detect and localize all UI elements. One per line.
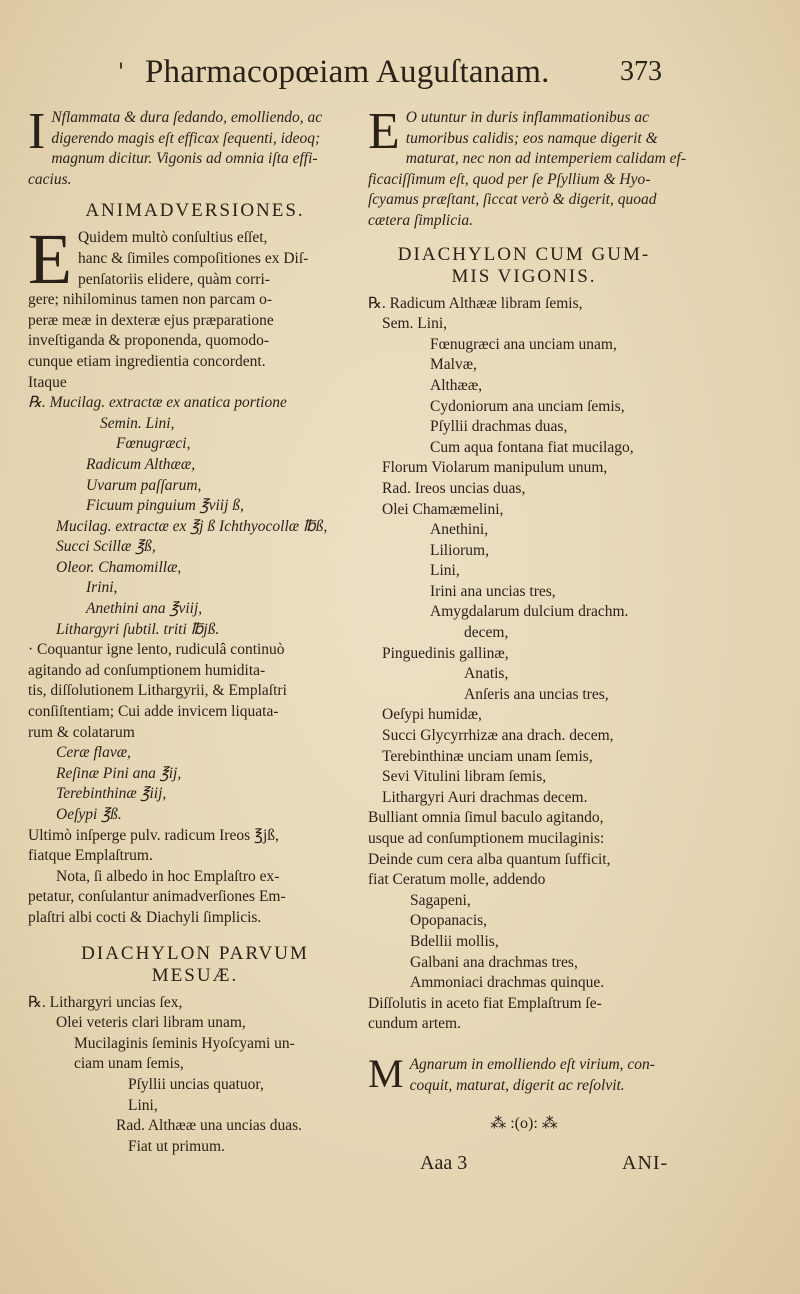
text-line: conſiſtentiam; Cui adde invicem liquata- [28, 703, 279, 721]
recipe-line: Althææ, [430, 376, 483, 394]
fleuron-ornament: ⁂ :(o): ⁂ [490, 1115, 558, 1133]
recipe-line: Ficuum pinguium ℥viij ß, [86, 497, 244, 515]
text-line: magnum dicitur. Vigonis ad omnia iſta effi- [51, 150, 318, 168]
closing-lines [368, 1050, 680, 1096]
text-line: Bulliant omnia ſimul baculo agitando, [368, 809, 604, 827]
running-header [0, 52, 800, 102]
text-line: Quidem multò conſultius eſſet, [77, 229, 268, 247]
text-line: ficaciſſimum eſt, quod per ſe Pſyllium & Hyo- [368, 170, 651, 188]
recipe-line: Malvæ, [430, 356, 477, 374]
text-line: tis, diſſolutionem Lithargyrii, & Emplaſtri [28, 682, 287, 700]
text-line: rum & colatarum [28, 723, 135, 741]
recipe-line: Rad. Althææ una uncias duas. [116, 1117, 302, 1135]
page-number: 373 [620, 56, 662, 87]
page-footer [0, 1152, 800, 1182]
signature-mark: Aaa 3 [420, 1152, 468, 1174]
heading-animadversiones: ANIMADVERSIONES. [85, 200, 305, 222]
text-line: peræ meæ in dexteræ ejus præparatione [28, 311, 274, 329]
recipe-line: Pſyllii drachmas duas, [430, 418, 568, 436]
recipe-line: Fœnugræci, [116, 435, 191, 453]
left-intro-lines [28, 103, 362, 190]
heading-diachylon-gummis-line2: MIS VIGONIS. [451, 265, 597, 287]
recipe-line: Anethini, [430, 521, 489, 539]
text-line: Ultimò inſperge pulv. radicum Ireos ℥jß, [28, 826, 279, 844]
text-line: fiatque Emplaſtrum. [28, 847, 153, 865]
nota-paragraph [28, 867, 362, 929]
text-line: plaſtri albi cocti & Diachyli ſimplicis. [28, 908, 262, 926]
text-line: penſatoriis elidere, quàm corri- [77, 270, 270, 288]
text-line: fiat Ceratum molle, addendo [368, 871, 546, 889]
recipe-line: Rad. Ireos uncias duas, [382, 479, 526, 497]
text-line: cætera ſimplicia. [368, 211, 474, 229]
text-line: Itaque [28, 373, 67, 391]
recipe-line: Anethini ana ℥viij, [86, 600, 203, 618]
recipe-line: ℞. Mucilag. extractæ ex anatica portione [28, 394, 287, 412]
text-line: gere; nihilominus tamen non parcam o- [28, 291, 273, 309]
text-line: digerendo magis eſt efficax ſequenti, ideoq; [51, 129, 321, 147]
recipe-line: Cydoniorum ana unciam ſemis, [430, 397, 625, 415]
text-line: Nota, ſi albedo in hoc Emplaſtro ex- [56, 867, 280, 885]
recipe-line: Succi Scillæ ℥ß, [56, 538, 156, 556]
right-bulliant-paragraph [368, 808, 680, 890]
text-line: petatur, conſulantur animadverſiones Em- [28, 888, 286, 906]
text-line: Nflammata & dura ſedando, emolliendo, ac [51, 109, 323, 126]
heading-diachylon-parvum [28, 943, 362, 987]
right-intro-lines [368, 103, 686, 232]
left-intro-dropcap: I [28, 103, 46, 160]
recipe-line: Irini, [86, 579, 118, 597]
text-line: usque ad conſumptionem mucilaginis: [368, 830, 605, 847]
recipe-line: Irini ana uncias tres, [430, 582, 556, 600]
right-recipe-list [368, 294, 680, 809]
right-dissolutis-paragraph [368, 994, 680, 1035]
recipe-line: Pinguedinis gallinæ, [382, 644, 509, 662]
heading-diachylon-gummis [368, 244, 680, 288]
recipe-line: Terebinthinæ ℥iij, [56, 785, 167, 803]
right-intro-dropcap: E [368, 103, 400, 160]
recipe-line: Oeſypi ℥ß. [56, 806, 122, 823]
recipe-line: Galbani ana drachmas tres, [410, 953, 578, 971]
right-recipe-list-2 [368, 891, 680, 994]
recipe-line: Fœnugræci ana unciam unam, [430, 335, 617, 353]
left-intro-paragraph [28, 103, 362, 190]
recipe-line: Opopanacis, [410, 912, 488, 930]
recipe-line: Oeſypi humidæ, [382, 706, 482, 724]
catchword: ANI- [622, 1152, 669, 1174]
recipe-line: Ceræ flavæ, [56, 744, 131, 762]
recipe-line: Terebinthinæ unciam unam ſemis, [382, 747, 593, 765]
recipe-line: Ammoniaci drachmas quinque. [410, 974, 605, 992]
recipe-line: Radicum Althææ, [86, 455, 196, 473]
header-mark: ' [118, 60, 125, 85]
recipe-line: Liliorum, [430, 541, 489, 559]
recipe-line: decem, [464, 624, 509, 642]
recipe-line: Semin. Lini, [100, 414, 175, 432]
text-line: Diſſolutis in aceto fiat Emplaſtrum ſe- [368, 994, 602, 1012]
recipe-list-1 [28, 393, 362, 640]
recipe-line: Anſeris ana uncias tres, [464, 685, 609, 703]
recipe-line: ciam unam ſemis, [74, 1055, 184, 1073]
closing-dropcap: M [368, 1050, 404, 1096]
recipe-line: Oleor. Chamomillæ, [56, 558, 182, 576]
recipe-line: Lini, [430, 562, 460, 580]
recipe-line: Sem. Lini, [382, 315, 448, 333]
recipe-line: Sagapeni, [410, 891, 471, 909]
running-title: Pharmacopœiam Auguſtanam. [145, 54, 550, 90]
recipe-line: Florum Violarum manipulum unum, [382, 459, 608, 477]
text-line: agitando ad conſumptionem humidita- [28, 661, 266, 679]
text-line: Deinde cum cera alba quantum ſufficit, [368, 850, 611, 868]
recipe-line: Fiat ut primum. [128, 1137, 225, 1155]
recipe-line: ℞. Lithargyri uncias ſex, [28, 993, 183, 1011]
heading-diachylon-gummis-line1: DIACHYLON CUM GUM- [397, 243, 651, 265]
recipe-line: Olei veteris clari libram unam, [56, 1014, 246, 1032]
text-line: ſcyamus præſtant, ſiccat verò & digerit, quoad [368, 191, 657, 209]
text-line: tumoribus calidis; eos namque digerit & [405, 129, 658, 147]
text-line: inveſtiganda & proponenda, quomodo- [28, 332, 270, 350]
recipe-line: Uvarum paſſarum, [86, 476, 202, 494]
recipe-line: Lithargyri ſubtil. triti ℔jß. [56, 620, 220, 638]
text-line: cunque etiam ingredientia concordent. [28, 352, 266, 370]
text-line: cundum artem. [368, 1015, 461, 1033]
text-line: cacius. [28, 170, 72, 188]
text-line: · Coquantur igne lento, rudiculâ continuò [28, 641, 285, 659]
heading-diachylon-parvum-line2: MESUÆ. [151, 964, 239, 986]
right-intro-paragraph [368, 103, 686, 232]
animadversiones-lines [28, 219, 362, 393]
ultimo-paragraph [28, 826, 362, 867]
recipe-line: Anatis, [464, 665, 509, 683]
text-line: coquit, maturat, digerit ac reſolvit. [409, 1076, 625, 1094]
recipe-line: Pſyllii uncias quatuor, [128, 1075, 264, 1093]
text-line: Agnarum in emolliendo eſt virium, con- [409, 1055, 655, 1073]
closing-paragraph [368, 1050, 680, 1096]
animadversiones-dropcap: E [28, 219, 72, 300]
text-line: O utuntur in duris inflammationibus ac [405, 109, 650, 126]
animadversiones-paragraph [28, 219, 362, 393]
cooking-paragraph [28, 640, 362, 743]
text-line: hanc & ſimiles compoſitiones ex Diſ- [77, 249, 309, 267]
recipe-line: Lithargyri Auri drachmas decem. [382, 788, 588, 806]
left-column [28, 103, 362, 1157]
recipe-line: Cum aqua fontana fiat mucilago, [430, 438, 634, 456]
recipe-line: Bdellii mollis, [410, 932, 499, 950]
recipe-line: Mucilag. extractæ ex ℥j ß Ichthyocollæ ℔ß, [56, 517, 328, 535]
recipe-line: Reſinæ Pini ana ℥ij, [56, 764, 182, 782]
recipe-line: Amygdalarum dulcium drachm. [430, 603, 629, 621]
recipe-line: ℞. Radicum Althææ libram ſemis, [368, 294, 583, 312]
recipe-line: Mucilaginis ſeminis Hyoſcyami un- [74, 1034, 295, 1052]
recipe-list-2 [28, 743, 362, 825]
heading-diachylon-parvum-line1: DIACHYLON PARVUM [81, 942, 309, 964]
right-column [368, 103, 686, 1135]
text-line: maturat, nec non ad intemperiem calidam ef- [405, 150, 686, 168]
recipe-line: Lini, [128, 1096, 158, 1114]
recipe-line: Olei Chamæmelini, [382, 500, 504, 518]
recipe-line: Sevi Vitulini libram ſemis, [382, 768, 547, 786]
recipe-line: Succi Glycyrrhizæ ana drach. decem, [382, 727, 614, 745]
recipe-list-3 [28, 993, 362, 1158]
